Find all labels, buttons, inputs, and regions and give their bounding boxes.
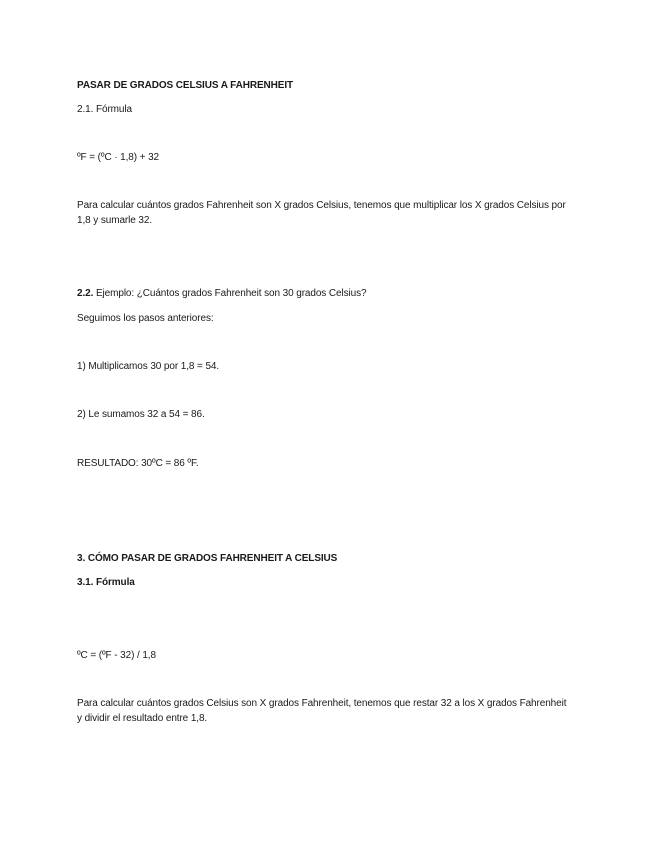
section-2-2-heading (77, 286, 577, 301)
section-3-heading: 3. CÓMO PASAR DE GRADOS FAHRENHEIT A CELSIUS (77, 553, 338, 564)
steps-intro: Seguimos los pasos anteriores: (77, 313, 214, 324)
section-2-heading: PASAR DE GRADOS CELSIUS A FAHRENHEIT (77, 80, 294, 91)
section-2-1-number: 2.1. (77, 104, 94, 115)
fahrenheit-to-celsius-formula: ºC = (ºF - 32) / 1,8 (77, 650, 156, 661)
section-2-1-heading (77, 102, 577, 117)
example-step-2: 2) Le sumamos 32 a 54 = 86. (77, 409, 205, 420)
section-2-1-title: Fórmula (95, 104, 132, 115)
section-3-1-heading: 3.1. Fórmula (77, 577, 135, 588)
celsius-to-fahrenheit-formula: ºF = (ºC · 1,8) + 32 (77, 152, 159, 163)
section-2-2-number: 2.2. (77, 288, 94, 299)
celsius-to-fahrenheit-explanation: Para calcular cuántos grados Fahrenheit son X grados Celsius, tenemos que multiplicar los X grados Celsius por 1,8 y sumarle 32. (77, 200, 566, 226)
example-result: RESULTADO: 30ºC = 86 ºF. (77, 458, 199, 469)
fahrenheit-to-celsius-explanation: Para calcular cuántos grados Celsius son X grados Fahrenheit, tenemos que restar 32 a los X grados Fahrenheit y dividir el resultado entre 1,8. (77, 698, 567, 724)
section-2-2-title: Ejemplo: ¿Cuántos grados Fahrenheit son 30 grados Celsius? (95, 288, 367, 299)
example-step-1: 1) Multiplicamos 30 por 1,8 = 54. (77, 361, 220, 372)
